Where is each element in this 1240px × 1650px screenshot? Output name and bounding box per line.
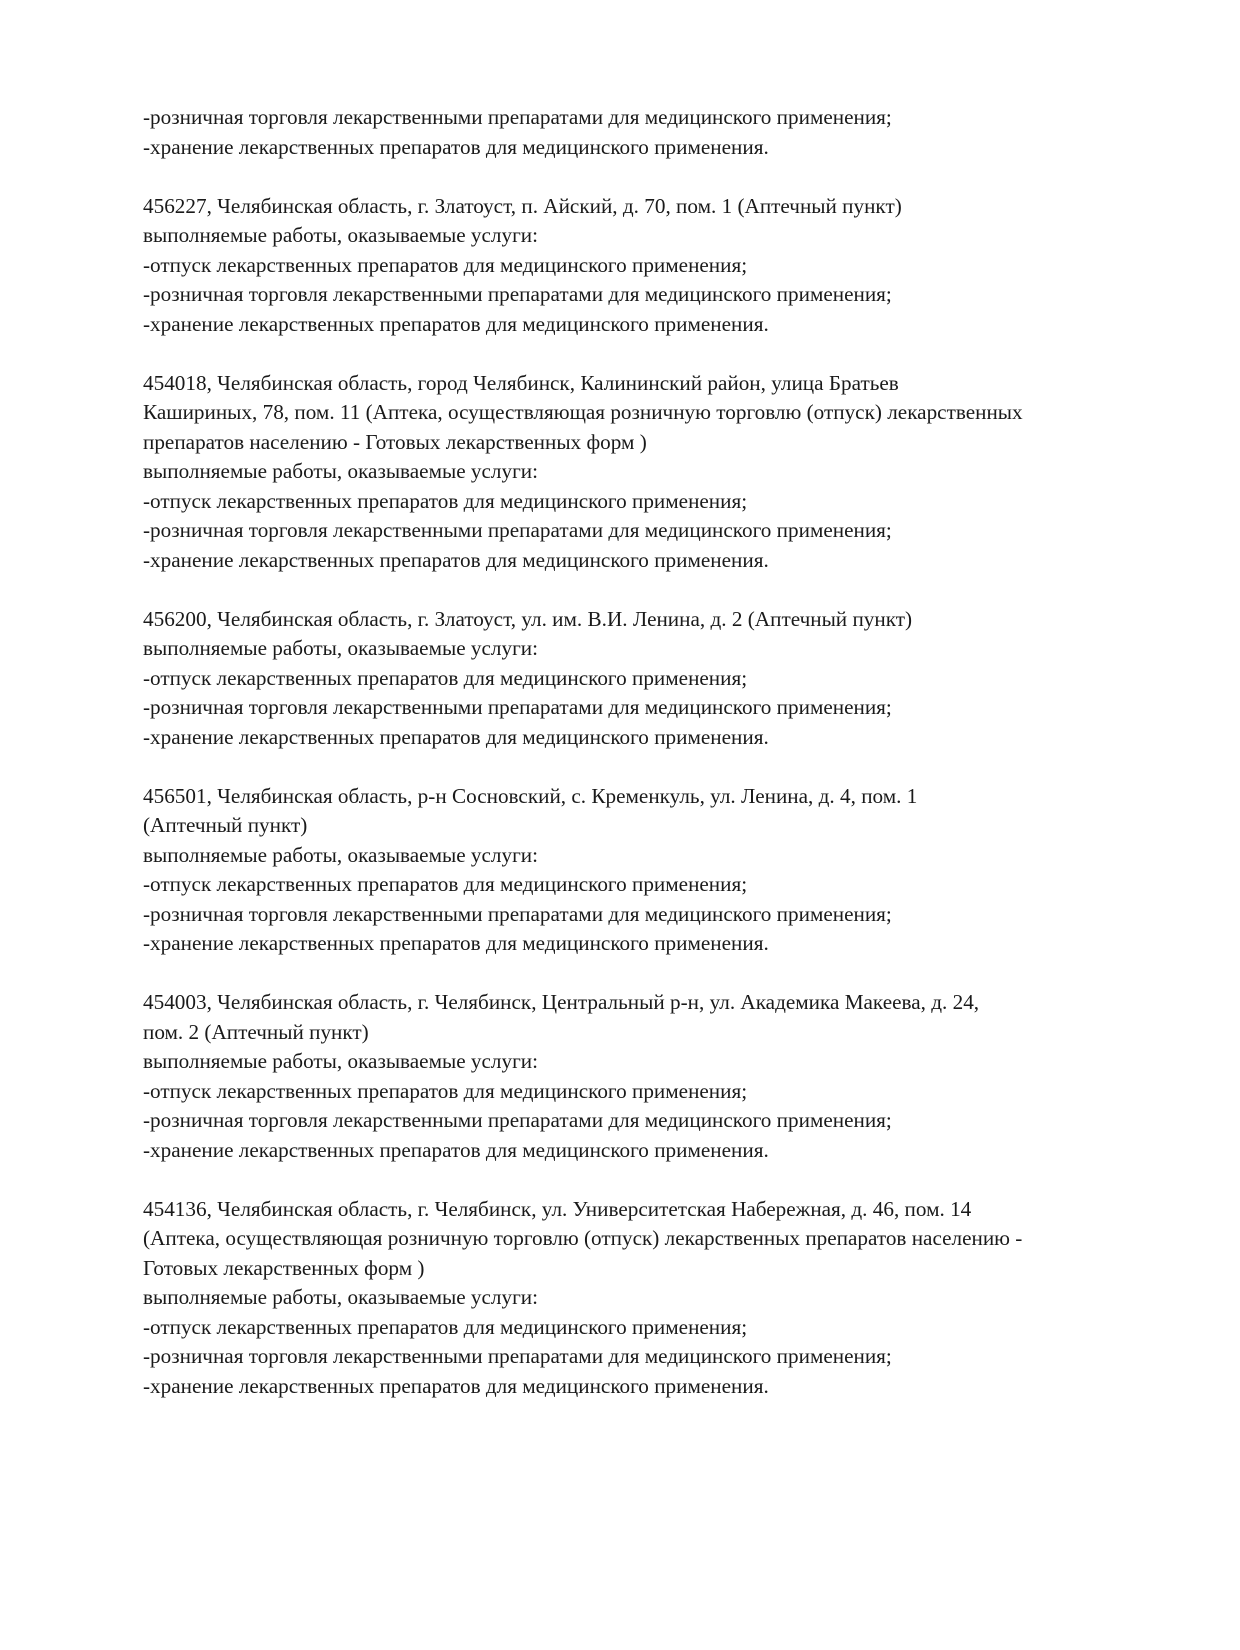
service-line: -отпуск лекарственных препаратов для медицинского применения; [143,488,748,513]
pharmacy-address-line: 456200, Челябинская область, г. Златоуст, ул. им. В.И. Ленина, д. 2 (Аптечный пункт) [143,606,913,631]
pharmacy-address-line: препаратов населению - Готовых лекарственных форм ) [143,429,647,454]
service-line: -хранение лекарственных препаратов для медицинского применения. [143,724,769,749]
pharmacy-address-line: 456501, Челябинская область, р-н Сосновский, с. Кременкуль, ул. Ленина, д. 4, пом. 1 [143,783,918,808]
service-line: -хранение лекарственных препаратов для медицинского применения. [143,134,769,159]
pharmacy-entry [143,605,1153,753]
intro-services-block [143,103,1153,162]
pharmacy-entry [143,369,1153,576]
service-line: -отпуск лекарственных препаратов для медицинского применения; [143,1078,748,1103]
service-line: -розничная торговля лекарственными препаратами для медицинского применения; [143,282,892,306]
service-line: -хранение лекарственных препаратов для медицинского применения. [143,547,769,572]
services-header: выполняемые работы, оказываемые услуги: [143,1049,539,1073]
service-line: -отпуск лекарственных препаратов для медицинского применения; [143,252,748,277]
service-line: -отпуск лекарственных препаратов для медицинского применения; [143,665,748,690]
service-line: -хранение лекарственных препаратов для медицинского применения. [143,931,769,955]
service-line: -розничная торговля лекарственными препаратами для медицинского применения; [143,1344,892,1368]
service-line: -розничная торговля лекарственными препаратами для медицинского применения; [143,518,892,542]
service-line: -хранение лекарственных препаратов для медицинского применения. [143,1373,769,1398]
service-line: -отпуск лекарственных препаратов для медицинского применения; [143,1314,748,1339]
pharmacy-address-line: 454018, Челябинская область, город Челябинск, Калининский район, улица Братьев [143,370,899,395]
pharmacy-list [143,192,1153,1402]
service-line: -розничная торговля лекарственными препаратами для медицинского применения; [143,695,892,719]
pharmacy-address-line: (Аптечный пункт) [143,813,308,837]
service-line: -розничная торговля лекарственными препаратами для медицинского применения; [143,105,892,129]
services-header: выполняемые работы, оказываемые услуги: [143,1285,539,1309]
service-line: -розничная торговля лекарственными препаратами для медицинского применения; [143,901,892,926]
pharmacy-address-line: 454003, Челябинская область, г. Челябинск, Центральный р-н, ул. Академика Макеева, д. 24, [143,990,980,1014]
services-header: выполняемые работы, оказываемые услуги: [143,223,539,247]
services-header: выполняемые работы, оказываемые услуги: [143,459,539,483]
service-line: -отпуск лекарственных препаратов для медицинского применения; [143,872,748,896]
service-line: -розничная торговля лекарственными препаратами для медицинского применения; [143,1108,892,1132]
pharmacy-entry [143,988,1153,1165]
pharmacy-address-line: 454136, Челябинская область, г. Челябинск, ул. Университетская Набережная, д. 46, пом. 14 [143,1196,972,1221]
services-header: выполняемые работы, оказываемые услуги: [143,636,539,660]
service-line: -хранение лекарственных препаратов для медицинского применения. [143,311,769,336]
pharmacy-address-line: Готовых лекарственных форм ) [143,1255,425,1280]
pharmacy-address-line: (Аптека, осуществляющая розничную торговлю (отпуск) лекарственных препаратов населению - [143,1226,1023,1250]
service-line: -хранение лекарственных препаратов для медицинского применения. [143,1137,769,1162]
pharmacy-address-line: Кашириных, 78, пом. 11 (Аптека, осуществляющая розничную торговлю (отпуск) лекарственных [143,400,1023,424]
pharmacy-entry [143,1195,1153,1402]
document-body [143,103,1153,1401]
pharmacy-address-line: пом. 2 (Аптечный пункт) [143,1019,369,1044]
pharmacy-address-line: 456227, Челябинская область, г. Златоуст, п. Айский, д. 70, пом. 1 (Аптечный пункт) [143,193,902,218]
services-header: выполняемые работы, оказываемые услуги: [143,842,539,867]
pharmacy-entry [143,782,1153,959]
pharmacy-entry [143,192,1153,340]
